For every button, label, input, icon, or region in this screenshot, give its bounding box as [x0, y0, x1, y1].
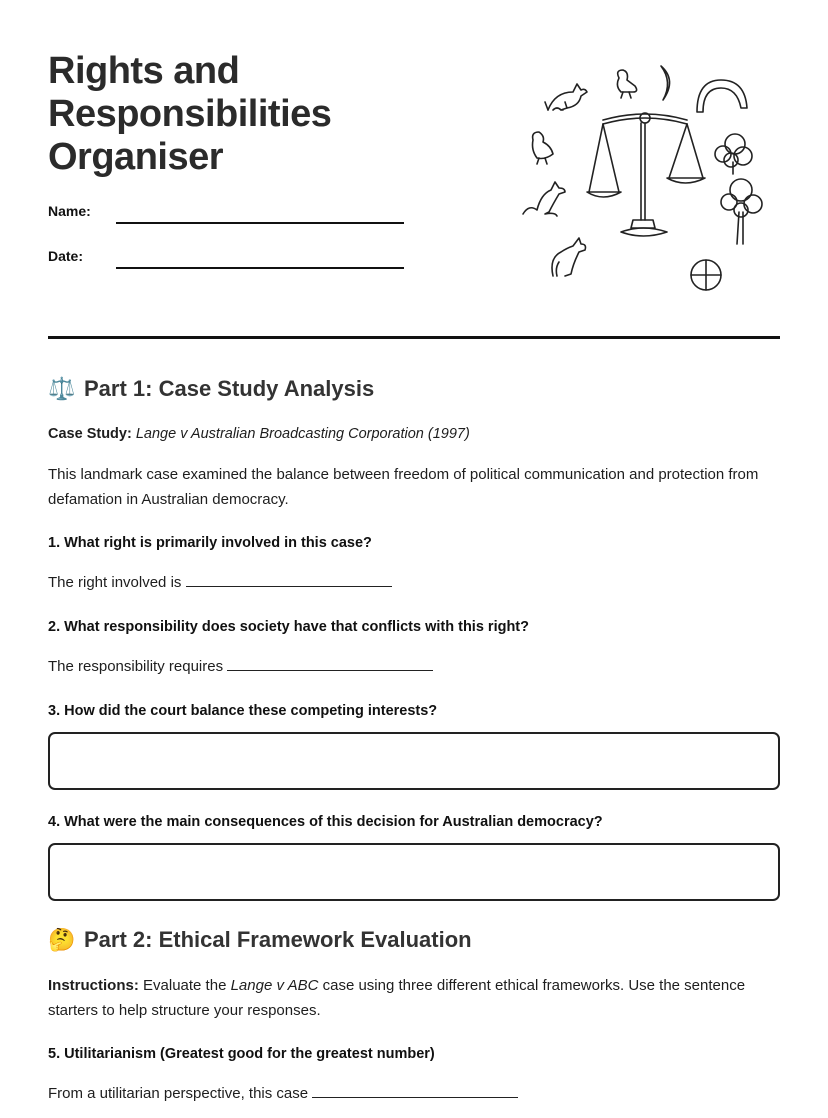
kangaroo-icon [552, 238, 586, 276]
part1-heading [48, 376, 374, 402]
question-3: 3. How did the court balance these competing interests? [48, 703, 438, 719]
answer-5 [48, 1081, 768, 1106]
part1-heading-text: Part 1: Case Study Analysis [84, 376, 375, 401]
name-field[interactable] [48, 203, 408, 227]
section-divider [48, 336, 780, 339]
title-line-3: Organiser [48, 136, 224, 178]
answer-2 [48, 654, 768, 679]
crescent-moon-icon [661, 66, 670, 100]
scales-icon: ⚖️ [48, 376, 76, 401]
boomerang-icon [697, 80, 747, 112]
page-title [48, 50, 468, 179]
tree-icon [721, 179, 762, 244]
answer-4-box[interactable] [48, 843, 780, 901]
answer-3-box[interactable] [48, 732, 780, 790]
answer-1-blank[interactable] [186, 573, 392, 587]
question-2: 2. What responsibility does society have that conflicts with this right? [48, 619, 529, 635]
name-line[interactable] [116, 222, 404, 224]
case-study-name: Lange v Australian Broadcasting Corporation (1997) [135, 426, 470, 442]
kangaroo-icon [545, 84, 587, 110]
instructions-case: Lange v ABC [230, 977, 319, 994]
tree-icon [715, 134, 752, 174]
header-illustration [515, 62, 775, 294]
answer-2-blank[interactable] [227, 657, 433, 671]
title-line-2: Responsibilities [48, 93, 332, 135]
title-line-1: Rights and [48, 50, 240, 92]
date-label: Date: [48, 248, 84, 264]
scales-of-justice-icon [587, 113, 705, 236]
case-study-label: Case Study: [48, 426, 132, 442]
instructions [48, 973, 768, 1023]
question-1: 1. What right is primarily involved in this case? [48, 535, 372, 551]
date-field[interactable] [48, 248, 408, 272]
instructions-pre: Evaluate the [143, 977, 227, 994]
circle-cross-icon [691, 260, 721, 290]
bird-icon [533, 132, 554, 164]
answer-5-starter: From a utilitarian perspective, this case [48, 1085, 309, 1102]
answer-1-starter: The right involved is [48, 574, 182, 591]
case-intro: This landmark case examined the balance between freedom of political communication and protection from defamation in Australian democracy. [48, 466, 759, 508]
instructions-post: case using three different ethical frameworks. Use the sentence starters to help structure your responses. [48, 977, 746, 1019]
date-line[interactable] [116, 267, 404, 269]
part2-heading [48, 927, 472, 953]
name-label: Name: [48, 203, 91, 219]
case-study-line [48, 422, 768, 447]
thinking-face-icon: 🤔 [48, 927, 76, 952]
bird-icon [617, 70, 636, 98]
question-5: 5. Utilitarianism (Greatest good for the greatest number) [48, 1046, 435, 1062]
kangaroo-icon [523, 182, 565, 216]
instructions-label: Instructions: [48, 977, 139, 994]
answer-2-starter: The responsibility requires [48, 658, 224, 675]
answer-5-blank[interactable] [312, 1084, 518, 1098]
part2-heading-text: Part 2: Ethical Framework Evaluation [84, 927, 472, 952]
question-4: 4. What were the main consequences of this decision for Australian democracy? [48, 814, 603, 830]
answer-1 [48, 570, 768, 595]
